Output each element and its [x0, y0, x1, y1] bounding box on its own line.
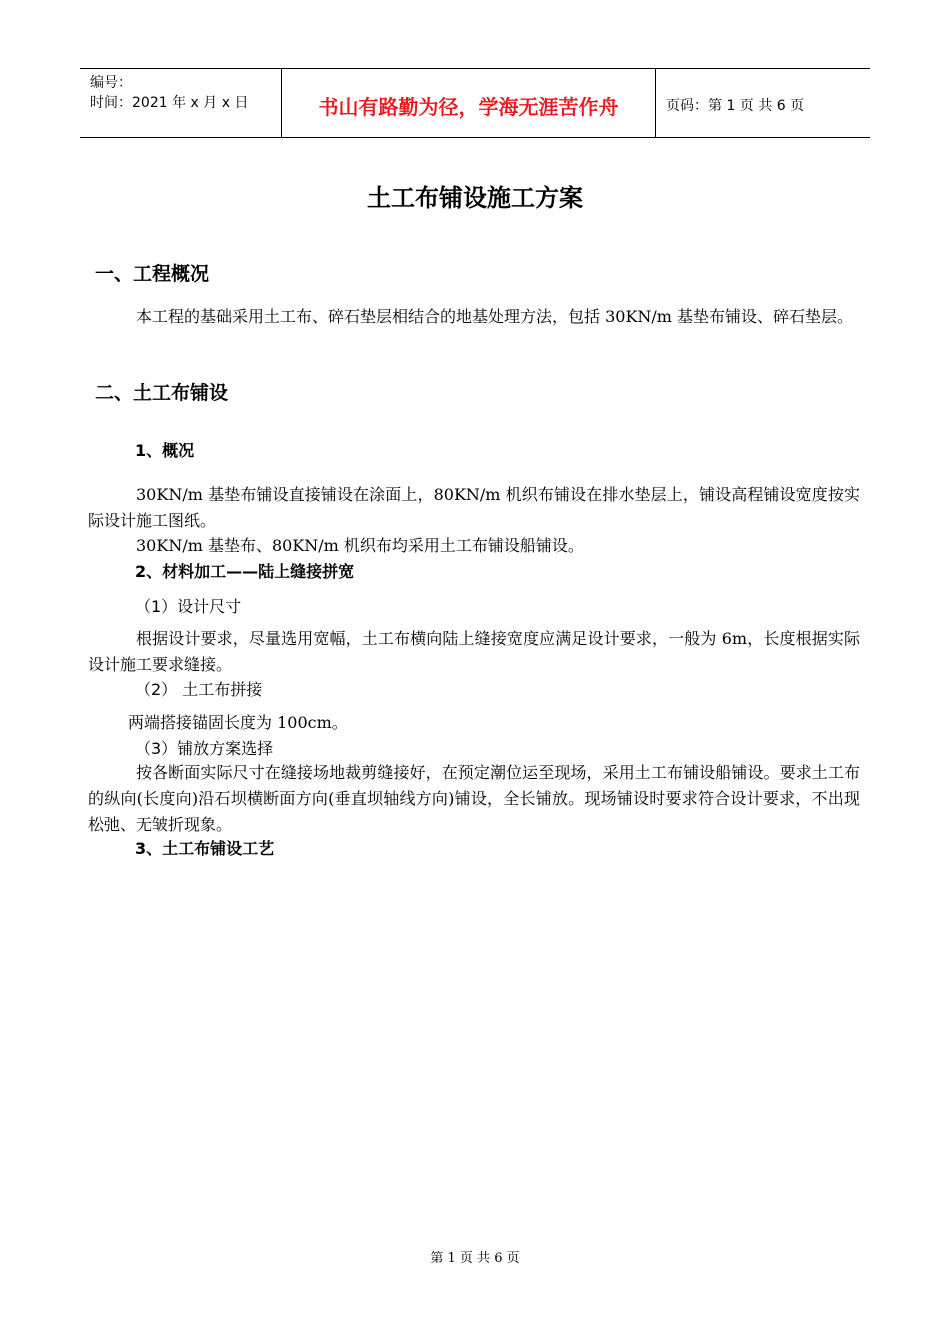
item-label-laying-plan: （3）铺放方案选择 [135, 739, 274, 758]
header-info-cell [80, 69, 282, 137]
subsection-heading-overview: 1、概况 [135, 441, 195, 460]
design-size-paragraph: 根据设计要求，尽量选用宽幅，土工布横向陆上缝接宽度应满足设计要求，一般为 6m，长度根据实际设计施工要求缝接。 [88, 629, 860, 674]
laying-overview-paragraph-2: 30KN/m 基垫布、80KN/m 机织布均采用土工布铺设船铺设。 [136, 536, 584, 555]
serial-label: 编号： [90, 75, 132, 91]
page-footer: 第 1 页 共 6 页 [430, 1251, 520, 1266]
laying-plan-paragraph: 按各断面实际尺寸在缝接场地裁剪缝接好，在预定潮位运至现场，采用土工布铺设船铺设。要求土工布的纵向(长度向)沿石坝横断面方向(垂直坝轴线方向)铺设，全长铺放。现场铺设时要求符合设计要求，不出现松弛、无皱折现象。 [88, 763, 860, 834]
overview-paragraph: 本工程的基础采用土工布、碎石垫层相结合的地基处理方法，包括 30KN/m 基垫布铺设、碎石垫层。 [136, 307, 854, 326]
page-info: 页码：第 1 页 共 6 页 [666, 98, 805, 114]
item-label-design-size: （1）设计尺寸 [135, 597, 242, 616]
section-heading-laying: 二、土工布铺设 [95, 382, 229, 404]
subsection-heading-process: 3、土工布铺设工艺 [135, 839, 275, 858]
motto-text: 书山有路勤为径，学海无涯苦作舟 [318, 95, 619, 119]
time-label: 时间：2021 年 x 月 x 日 [90, 95, 249, 111]
splicing-paragraph: 两端搭接锚固长度为 100cm。 [128, 713, 348, 732]
subsection-heading-material: 2、材料加工——陆上缝接拼宽 [135, 562, 355, 581]
document-title: 土工布铺设施工方案 [367, 184, 583, 212]
header-motto-cell [282, 69, 656, 137]
page-header [80, 68, 870, 138]
laying-overview-paragraph-1: 30KN/m 基垫布铺设直接铺设在涂面上，80KN/m 机织布铺设在排水垫层上，铺设高程铺设宽度按实际设计施工图纸。 [88, 485, 860, 530]
item-label-splicing: （2） 土工布拼接 [135, 680, 263, 699]
section-heading-overview: 一、工程概况 [95, 263, 210, 285]
header-page-cell [656, 69, 870, 137]
